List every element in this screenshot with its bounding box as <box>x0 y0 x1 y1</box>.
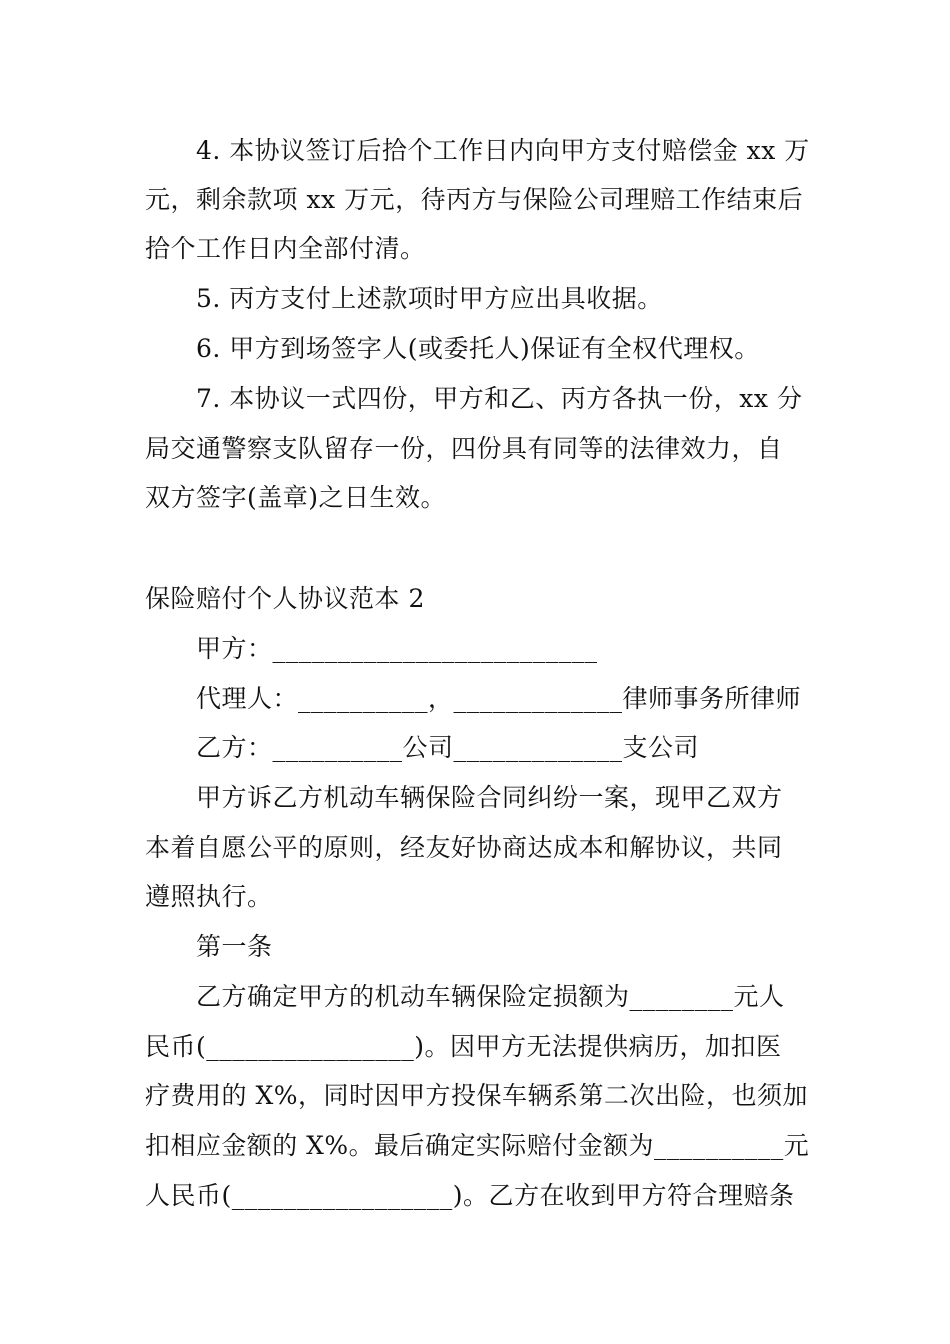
article-1-line-1: 乙方确定甲方的机动车辆保险定损额为________元人 <box>196 982 785 1011</box>
party-b-line: 乙方：__________公司_____________支公司 <box>196 733 700 762</box>
article-1-line-4: 扣相应金额的 X%。最后确定实际赔付金额为__________元 <box>145 1131 810 1160</box>
article-1-line-3: 疗费用的 X%，同时因甲方投保车辆系第二次出险，也须加 <box>145 1081 809 1110</box>
clause-5: 5. 丙方支付上述款项时甲方应出具收据。 <box>196 284 663 313</box>
article-1-line-5: 人民币(_________________)。乙方在收到甲方符合理赔条 <box>145 1181 795 1210</box>
clause-7-line-2: 局交通警察支队留存一份，四份具有同等的法律效力，自 <box>145 434 783 463</box>
article-1-heading: 第一条 <box>196 932 273 961</box>
article-1-line-2: 民币(________________)。因甲方无法提供病历，加扣医 <box>145 1032 782 1061</box>
agent-line: 代理人：__________，_____________律师事务所律师 <box>196 684 802 713</box>
intro-line-2: 本着自愿公平的原则，经友好协商达成本和解协议，共同 <box>145 833 783 862</box>
clause-4-line-3: 拾个工作日内全部付清。 <box>145 234 426 263</box>
intro-line-3: 遵照执行。 <box>145 882 273 911</box>
clause-7-line-1: 7. 本协议一式四份，甲方和乙、丙方各执一份，xx 分 <box>196 384 803 413</box>
clause-4-line-2: 元，剩余款项 xx 万元，待丙方与保险公司理赔工作结束后 <box>145 185 804 214</box>
clause-6: 6. 甲方到场签字人(或委托人)保证有全权代理权。 <box>196 334 760 363</box>
section-title: 保险赔付个人协议范本 2 <box>145 584 425 613</box>
clause-4-line-1: 4. 本协议签订后拾个工作日内向甲方支付赔偿金 xx 万 <box>196 136 810 165</box>
clause-7-line-3: 双方签字(盖章)之日生效。 <box>145 483 447 512</box>
party-a-line: 甲方：_________________________ <box>196 634 598 663</box>
intro-line-1: 甲方诉乙方机动车辆保险合同纠纷一案，现甲乙双方 <box>196 783 783 812</box>
